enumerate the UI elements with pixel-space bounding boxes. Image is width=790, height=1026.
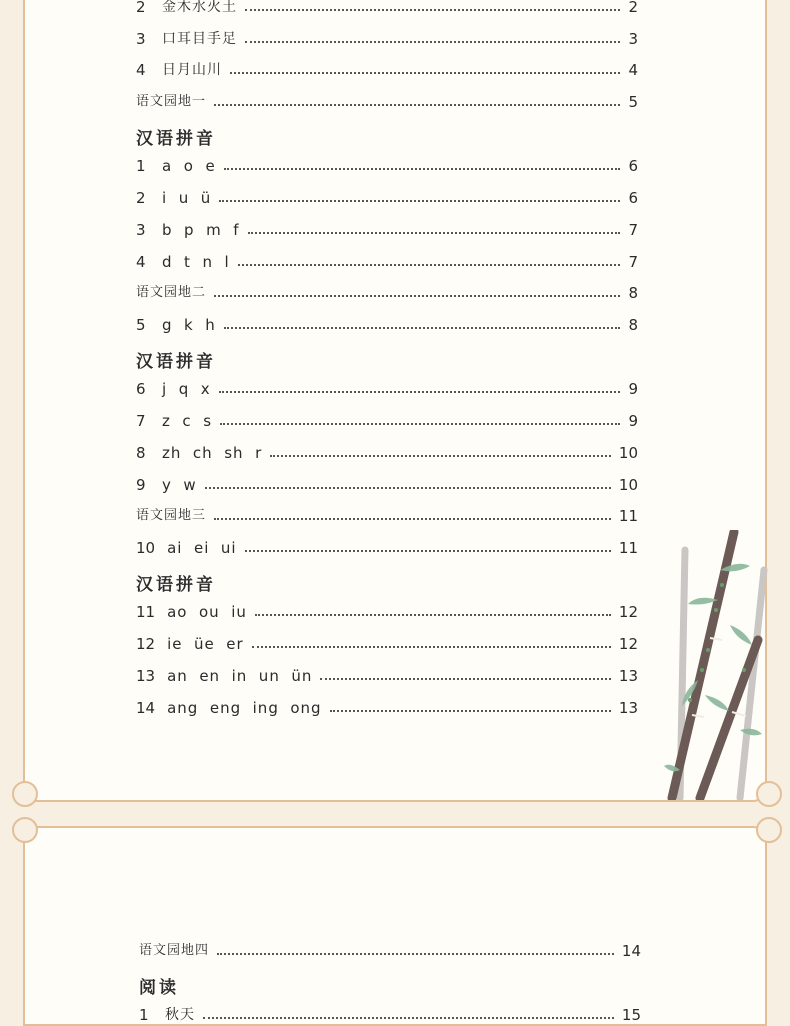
toc-row-page: 3 xyxy=(628,30,638,48)
toc-row-title: ie üe er xyxy=(167,635,244,653)
toc-row[interactable] xyxy=(136,60,638,80)
toc-row[interactable] xyxy=(136,411,638,431)
toc-row-page: 8 xyxy=(628,316,638,334)
toc-row-page: 4 xyxy=(628,61,638,79)
toc-leader-dots xyxy=(224,168,621,170)
toc-leader-dots xyxy=(203,1017,614,1019)
toc-leader-dots xyxy=(205,487,611,489)
toc-row-number: 1 xyxy=(139,1006,149,1024)
toc-row-number: 8 xyxy=(136,444,146,462)
toc-row-number: 12 xyxy=(136,635,156,653)
toc-row-number: 6 xyxy=(136,380,146,398)
toc-panel-bottom xyxy=(23,826,767,1026)
bamboo-illustration xyxy=(660,530,770,800)
toc-row-title: 语文园地二 xyxy=(136,285,207,300)
toc-row-title: j q x xyxy=(162,380,211,398)
toc-row-number: 11 xyxy=(136,603,156,621)
toc-row-title: z c s xyxy=(162,412,213,430)
toc-leader-dots xyxy=(320,678,611,680)
toc-row[interactable] xyxy=(136,156,638,176)
toc-row[interactable] xyxy=(136,188,638,208)
toc-row-title: ang eng ing ong xyxy=(167,699,322,717)
toc-leader-dots xyxy=(219,200,620,202)
toc-row-number: 10 xyxy=(136,539,156,557)
toc-row[interactable] xyxy=(136,0,638,17)
toc-row-number: 2 xyxy=(136,189,146,207)
toc-row[interactable] xyxy=(136,29,638,49)
toc-row[interactable] xyxy=(139,941,641,961)
toc-row[interactable] xyxy=(136,443,638,463)
toc-row-number: 1 xyxy=(136,157,146,175)
section-heading: 阅读 xyxy=(139,978,179,998)
toc-row-page: 13 xyxy=(618,667,638,685)
toc-row-title: b p m f xyxy=(162,221,240,239)
toc-row-page: 12 xyxy=(618,603,638,621)
toc-row-page: 11 xyxy=(618,539,638,557)
toc-row[interactable] xyxy=(136,220,638,240)
toc-leader-dots xyxy=(217,953,614,955)
toc-row-title: 语文园地一 xyxy=(136,94,207,109)
panel-corner-ornament xyxy=(12,817,38,843)
toc-row-title: 语文园地四 xyxy=(139,943,210,958)
panel-corner-ornament xyxy=(12,781,38,807)
toc-row-number: 3 xyxy=(136,30,146,48)
toc-row-title: d t n l xyxy=(162,253,230,271)
section-heading: 汉语拼音 xyxy=(136,129,216,149)
toc-row[interactable] xyxy=(136,602,638,622)
toc-row[interactable] xyxy=(136,538,638,558)
toc-row-number: 14 xyxy=(136,699,156,717)
toc-leader-dots xyxy=(214,518,611,520)
toc-leader-dots xyxy=(214,104,620,106)
toc-row-page: 7 xyxy=(628,253,638,271)
toc-row-number: 4 xyxy=(136,253,146,271)
section-heading: 汉语拼音 xyxy=(136,575,216,595)
toc-row[interactable] xyxy=(136,283,638,303)
toc-row-title: 语文园地三 xyxy=(136,508,207,523)
toc-leader-dots xyxy=(255,614,611,616)
toc-leader-dots xyxy=(245,9,620,11)
toc-row-page: 10 xyxy=(618,476,638,494)
toc-row-page: 15 xyxy=(621,1006,641,1024)
toc-row[interactable] xyxy=(136,315,638,335)
toc-row-title: g k h xyxy=(162,316,216,334)
toc-row-title: 日月山川 xyxy=(162,62,222,78)
toc-row[interactable] xyxy=(136,379,638,399)
toc-row-title: 秋天 xyxy=(165,1007,195,1023)
toc-leader-dots xyxy=(230,72,620,74)
toc-row[interactable] xyxy=(136,634,638,654)
toc-row[interactable] xyxy=(136,506,638,526)
toc-row-number: 4 xyxy=(136,61,146,79)
toc-row-number: 2 xyxy=(136,0,146,16)
toc-row-title: zh ch sh r xyxy=(162,444,263,462)
toc-leader-dots xyxy=(252,646,611,648)
toc-row-number: 3 xyxy=(136,221,146,239)
toc-leader-dots xyxy=(330,710,611,712)
toc-row-page: 5 xyxy=(628,93,638,111)
toc-leader-dots xyxy=(245,550,611,552)
toc-row[interactable] xyxy=(136,92,638,112)
toc-row-number: 13 xyxy=(136,667,156,685)
toc-leader-dots xyxy=(220,423,620,425)
toc-row-title: 金木水火土 xyxy=(162,0,237,15)
panel-corner-ornament xyxy=(756,817,782,843)
toc-row[interactable] xyxy=(139,1005,641,1025)
toc-row-title: i u ü xyxy=(162,189,212,207)
toc-row-page: 9 xyxy=(628,380,638,398)
toc-row-page: 6 xyxy=(628,157,638,175)
toc-leader-dots xyxy=(270,455,611,457)
toc-leader-dots xyxy=(219,391,621,393)
toc-row[interactable] xyxy=(136,666,638,686)
toc-row-title: ai ei ui xyxy=(167,539,237,557)
toc-row-page: 2 xyxy=(628,0,638,16)
toc-row-title: y w xyxy=(162,476,197,494)
toc-row-page: 13 xyxy=(618,699,638,717)
toc-row-page: 12 xyxy=(618,635,638,653)
toc-leader-dots xyxy=(248,232,621,234)
toc-leader-dots xyxy=(245,41,620,43)
toc-row-number: 9 xyxy=(136,476,146,494)
toc-row-number: 5 xyxy=(136,316,146,334)
toc-row-page: 9 xyxy=(628,412,638,430)
section-heading: 汉语拼音 xyxy=(136,352,216,372)
toc-row[interactable] xyxy=(136,252,638,272)
toc-row-page: 11 xyxy=(618,507,638,525)
toc-leader-dots xyxy=(214,295,620,297)
toc-row-page: 7 xyxy=(628,221,638,239)
toc-row[interactable] xyxy=(136,475,638,495)
toc-row-title: an en in un ün xyxy=(167,667,313,685)
toc-leader-dots xyxy=(238,264,621,266)
toc-leader-dots xyxy=(224,327,621,329)
toc-row-number: 7 xyxy=(136,412,146,430)
toc-row-title: ao ou iu xyxy=(167,603,247,621)
toc-row-page: 8 xyxy=(628,284,638,302)
toc-row-title: a o e xyxy=(162,157,216,175)
toc-row-page: 6 xyxy=(628,189,638,207)
toc-row[interactable] xyxy=(136,698,638,718)
toc-row-title: 口耳目手足 xyxy=(162,31,237,47)
toc-row-page: 14 xyxy=(621,942,641,960)
toc-row-page: 10 xyxy=(618,444,638,462)
